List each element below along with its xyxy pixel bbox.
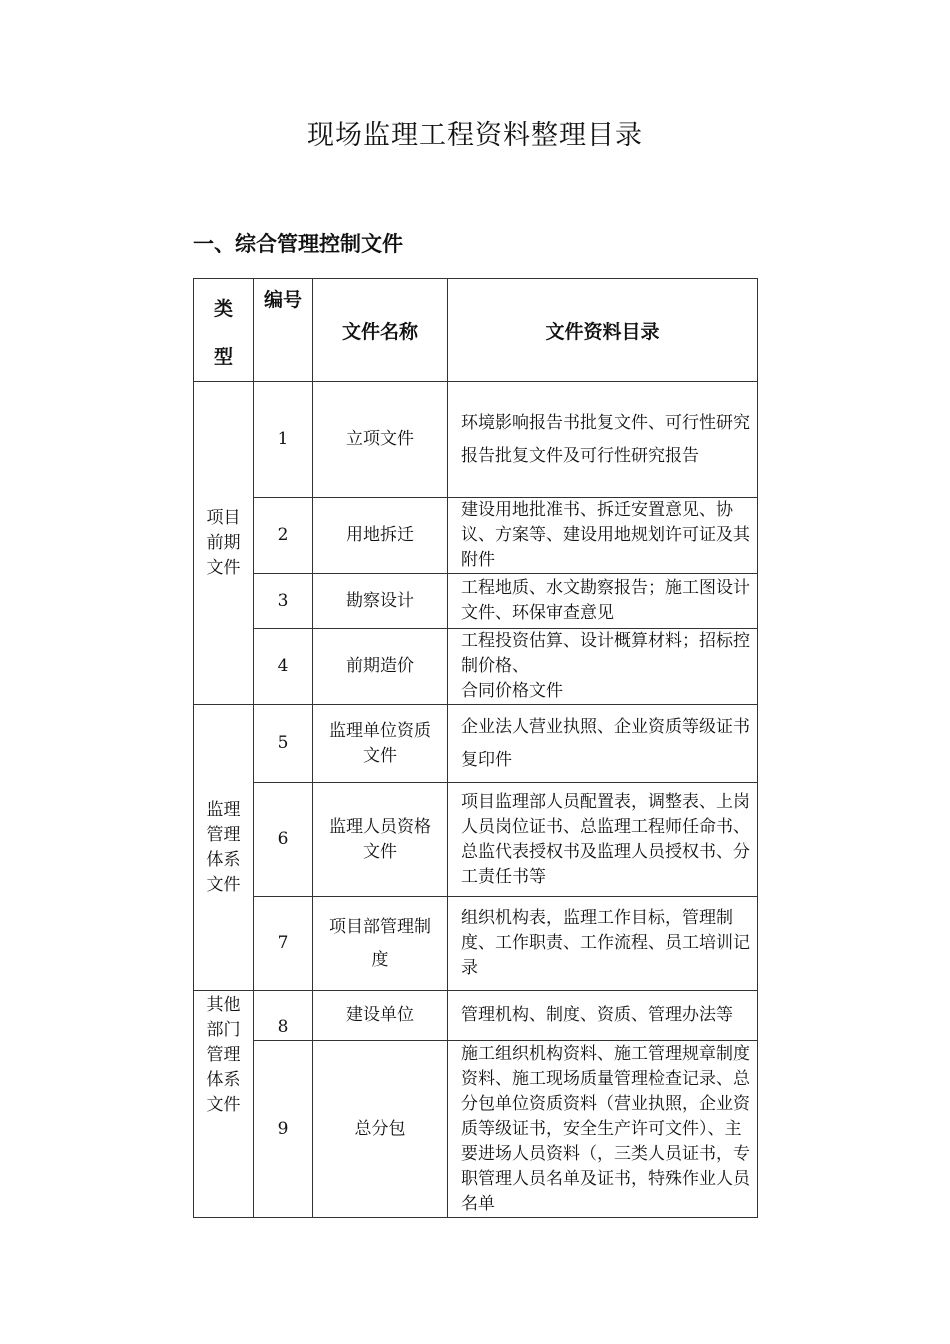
- header-file-directory: 文件资料目录: [448, 279, 758, 382]
- row-file-name: 前期造价: [313, 629, 448, 705]
- row-directory: 组织机构表，监理工作目标，管理制度、工作职责、工作流程、员工培训记录: [448, 897, 758, 991]
- row-directory: 项目监理部人员配置表，调整表、上岗人员岗位证书、总监理工程师任命书、总监代表授权书及监理人员授权书、分工责任书等: [448, 783, 758, 897]
- row-number: 6: [254, 783, 313, 897]
- type-cell: 项目 前期 文件: [194, 382, 254, 705]
- row-directory: 工程投资估算、设计概算材料；招标控制价格、 合同价格文件: [448, 629, 758, 705]
- row-number: 5: [254, 705, 313, 783]
- catalog-table: [193, 278, 758, 1218]
- row-directory: 环境影响报告书批复文件、可行性研究报告批复文件及可行性研究报告: [448, 382, 758, 498]
- row-file-name: 监理人员资格 文件: [313, 783, 448, 897]
- table-row: [194, 897, 758, 991]
- row-file-name: 总分包: [313, 1041, 448, 1218]
- row-directory: 建设用地批准书、拆迁安置意见、协议、方案等、建设用地规划许可证及其附件: [448, 498, 758, 574]
- type-cell: 其他 部门 管理 体系 文件: [194, 991, 254, 1218]
- row-number: 7: [254, 897, 313, 991]
- table-row: [194, 991, 758, 1041]
- row-number: 9: [254, 1041, 313, 1218]
- row-directory: 管理机构、制度、资质、管理办法等: [448, 991, 758, 1041]
- header-number: 编号: [254, 279, 313, 382]
- row-number: 3: [254, 574, 313, 629]
- row-file-name: 项目部管理制 度: [313, 897, 448, 991]
- table-row: [194, 574, 758, 629]
- header-type: 类 型: [194, 279, 254, 382]
- row-number: 1: [254, 382, 313, 498]
- row-number: 2: [254, 498, 313, 574]
- header-file-name: 文件名称: [313, 279, 448, 382]
- row-directory: 工程地质、水文勘察报告；施工图设计文件、环保审查意见: [448, 574, 758, 629]
- row-file-name: 建设单位: [313, 991, 448, 1041]
- table-header-row: [194, 279, 758, 382]
- row-directory: 施工组织机构资料、施工管理规章制度资料、施工现场质量管理检查记录、总分包单位资质资料（营业执照，企业资质等级证书，安全生产许可文件）、主要进场人员资料（，三类人员证书，专职管理人员名单及证书，特殊作业人员名单: [448, 1041, 758, 1218]
- table-row: [194, 382, 758, 498]
- table-row: [194, 498, 758, 574]
- row-file-name: 用地拆迁: [313, 498, 448, 574]
- table-row: [194, 705, 758, 783]
- row-directory: 企业法人营业执照、企业资质等级证书复印件: [448, 705, 758, 783]
- row-file-name: 勘察设计: [313, 574, 448, 629]
- table-row: [194, 629, 758, 705]
- section-heading: 一、综合管理控制文件: [193, 232, 403, 256]
- row-number: 4: [254, 629, 313, 705]
- type-cell: 监理 管理 体系 文件: [194, 705, 254, 991]
- table-row: [194, 1041, 758, 1218]
- document-title: 现场监理工程资料整理目录: [307, 120, 643, 151]
- row-file-name: 立项文件: [313, 382, 448, 498]
- table-row: [194, 783, 758, 897]
- row-number: 8: [254, 991, 313, 1041]
- row-file-name: 监理单位资质 文件: [313, 705, 448, 783]
